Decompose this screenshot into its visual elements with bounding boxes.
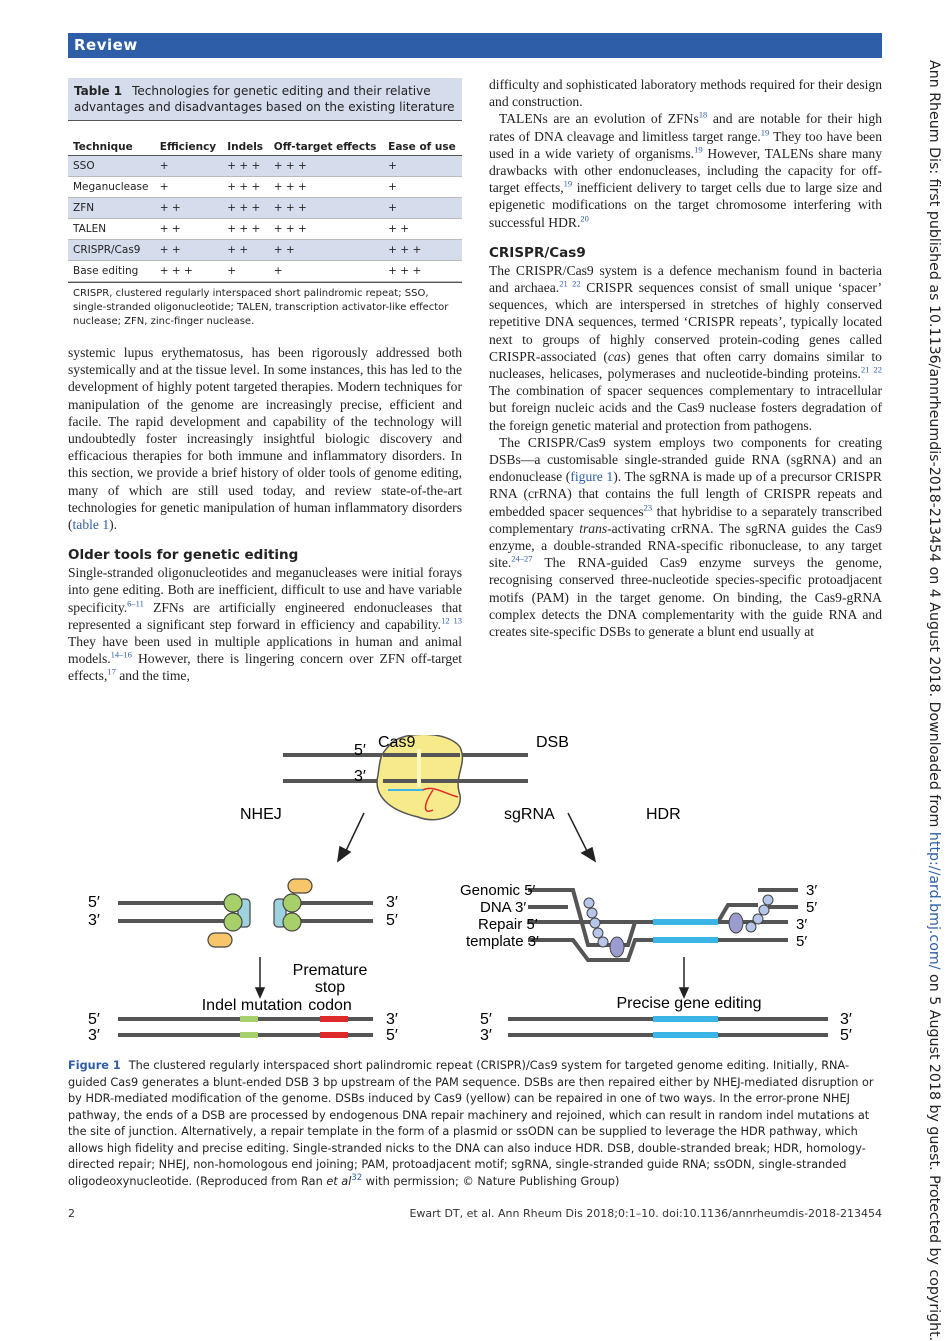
label-3prime: 3′: [806, 882, 818, 899]
table-cell: +: [383, 156, 462, 177]
text-run: The CRISPR/Cas9 system employs two components for creating DSBs—a customisable single-stranded guide RNA (sgRNA) and an endonuclease (: [489, 434, 882, 485]
text-run: and the time,: [115, 668, 190, 684]
polymerase: [610, 937, 624, 957]
citation-ref[interactable]: 32: [351, 1172, 363, 1183]
paragraph: [489, 434, 882, 640]
text-run: that hybridise to a separately transcribed complementary: [489, 503, 882, 536]
footer-citation: Ewart DT, et al. Ann Rheum Dis 2018;0:1–10. doi:10.1136/annrheumdis-2018-213454: [409, 1207, 882, 1220]
table-label: Table 1: [74, 84, 123, 98]
column-header: Off-target effects: [269, 121, 383, 156]
label-cas9: Cas9: [378, 735, 416, 751]
edited-insert: [653, 1016, 718, 1022]
label-repair: Repair 5′: [478, 916, 538, 933]
stop-codon-mark: [320, 1016, 348, 1022]
label-5prime: 5′: [88, 1011, 100, 1028]
text-run: CRISPR sequences consist of small unique ‘spacer’ sequences, which are interspersed in stretches of highly conserved repetitive DNA sequences, termed ‘CRISPR repeats’, typically located next to groups of highly conserved protein-coding genes called CRISPR-associated (: [489, 280, 882, 364]
label-5prime: 5′: [386, 912, 398, 929]
left-column-text: [68, 344, 462, 685]
table-cell: + +: [155, 198, 222, 219]
column-header: Technique: [68, 121, 155, 156]
table-row: [68, 156, 462, 177]
text-run: TALENs are an evolution of ZFNs: [499, 111, 699, 127]
paragraph: [489, 110, 882, 230]
table-1: [68, 78, 462, 333]
text-run: ) genes that often carry domains similar to nucleases, helicases, polymerases and nucleotide-binding proteins.: [489, 348, 882, 382]
text-run: systemic lupus erythematosus, has been rigorously addressed both systemically and at the tissue level. In some instances, this has led to the development of highly potent targeted therapies. Modern techniques for manipulation of the genome are increasingly precise, efficient and facile. The rapid development and capability of the technology will undoubtedly foster increasingly insightful biologic discovery and efficacious therapies for both immune and inflammatory disorders. In this section, we provide a brief history of older tools of genome editing, many of which are still used today, and review state-of-the-art technologies for genetic manipulation of human inflammatory disorders (: [68, 345, 462, 533]
citation-ref[interactable]: 19: [760, 127, 770, 138]
table-cell: ZFN: [68, 198, 155, 219]
figure-caption: [68, 1058, 882, 1190]
label-3prime: 3′: [840, 1011, 852, 1028]
label-3prime: 3′: [796, 916, 808, 933]
text-run: with permission; © Nature Publishing Group): [362, 1174, 620, 1188]
text-run: -activating crRNA. The sgRNA guides the Cas9 enzyme, a double-stranded RNA-specific ribonuclease, to any target site.: [489, 520, 883, 571]
section-label: Review: [74, 36, 138, 54]
citation-ref[interactable]: 20: [580, 213, 589, 224]
table-cell: +: [222, 261, 269, 282]
text-run: et al: [326, 1174, 352, 1188]
text-run: ZFNs are artificially engineered endonucleases that represented a significant step forward in efficiency and capability.: [68, 599, 462, 632]
paragraph: [489, 262, 882, 434]
table-cell: + +: [155, 240, 222, 261]
table-cell: +: [155, 177, 222, 198]
table-cell: +: [155, 156, 222, 177]
table-footnote: CRISPR, clustered regularly interspaced short palindromic repeat; SSO, single-stranded oligonucleotide; TALEN, transcription activator-like effector nuclease; ZFN, zinc-finger nuclease.: [68, 282, 462, 333]
journal-link[interactable]: http://ard.bmj.com/: [926, 831, 942, 970]
table-cell: +: [383, 198, 462, 219]
table-grid: [68, 121, 462, 282]
label-premature: Premature: [292, 962, 368, 979]
table-cell: CRISPR/Cas9: [68, 240, 155, 261]
text-run: The RNA-guided Cas9 enzyme surveys the genome, recognising conserved three-nucleotide species-specific protoadjacent motifs (PAM) in the target genome. On binding, the Cas9-gRNA complex detects the DNA complementarity with the guide RNA and creates site-specific DSBs to generate a blunt end usually at: [489, 555, 882, 640]
label-stop: stop: [314, 979, 346, 996]
text-run: trans: [579, 520, 608, 536]
label-precise-editing: Precise gene editing: [616, 995, 762, 1012]
label-5prime: 5′: [806, 899, 818, 916]
table-row: [68, 198, 462, 219]
text-run: Older tools for genetic editing: [68, 547, 299, 564]
table-cell: + + +: [383, 240, 462, 261]
crispr-cas9-diagram: [68, 735, 882, 1057]
label-5prime: 5′: [386, 1027, 398, 1044]
table-cell: + + +: [222, 198, 269, 219]
paragraph: [489, 76, 882, 110]
table-cell: +: [269, 261, 383, 282]
table-cell: + + +: [269, 156, 383, 177]
figure-1-diagram: [68, 735, 882, 1057]
text-run: However, TALENs share many drawbacks with other endonucleases, including the capacity for off-target effects,: [489, 145, 882, 196]
text-run: However, there is lingering concern over ZFN off-target effects,: [68, 651, 462, 684]
label-5prime: 5′: [796, 933, 808, 950]
label-indel-mutation: Indel mutation: [201, 997, 303, 1014]
citation-ref[interactable]: 14–16: [110, 649, 132, 660]
label-3prime: 3′: [354, 768, 366, 785]
label-genomic: Genomic 5′: [460, 882, 536, 899]
label-5prime: 5′: [840, 1027, 852, 1044]
section-heading: [68, 547, 462, 563]
page-number: 2: [68, 1207, 75, 1220]
text-run: Single-stranded oligonucleotides and meganucleases were initial forays into gene editing. Both are inefficient, difficult to use and have variable specificity.: [68, 565, 462, 615]
label-codon: codon: [308, 997, 352, 1014]
label-3prime: 3′: [386, 894, 398, 911]
label-3prime: 3′: [88, 1027, 100, 1044]
right-column-text: [489, 76, 882, 640]
table-cell: + +: [222, 240, 269, 261]
citation-ref[interactable]: 17: [107, 666, 116, 677]
label-nhej: NHEJ: [240, 806, 282, 823]
table-cell: + + +: [222, 219, 269, 240]
citation-ref[interactable]: 19: [694, 144, 703, 155]
table-cell: SSO: [68, 156, 155, 177]
cross-reference-link[interactable]: figure 1: [570, 469, 614, 485]
citation-ref[interactable]: 21 22: [860, 364, 882, 375]
label-5prime: 5′: [480, 1011, 492, 1028]
table-row: [68, 219, 462, 240]
paragraph: [68, 564, 462, 684]
table-cell: +: [383, 177, 462, 198]
table-row: [68, 177, 462, 198]
repair-template-insert: [653, 919, 718, 925]
citation-ref[interactable]: 12 13: [441, 615, 462, 626]
text-run: and are notable for their high rates of DNA cleavage and limitless target range.: [489, 111, 882, 144]
citation-ref[interactable]: 19: [563, 178, 573, 189]
text-run: They have been used in multiple applications in human and animal models.: [68, 634, 462, 667]
table-cell: + + +: [222, 177, 269, 198]
result-strands: [118, 1019, 828, 1035]
paragraph: [68, 344, 462, 533]
table-cell: + + +: [269, 219, 383, 240]
indel-mark: [240, 1016, 258, 1022]
table-cell: + +: [383, 219, 462, 240]
table-cell: + + +: [222, 156, 269, 177]
table-cell: + +: [155, 219, 222, 240]
citation-ref[interactable]: 21 22: [559, 278, 581, 289]
table-cell: + +: [269, 240, 383, 261]
column-header: Ease of use: [383, 121, 462, 156]
label-3prime: 3′: [88, 912, 100, 929]
citation-ref[interactable]: 23: [643, 502, 653, 513]
section-header-bar: [68, 33, 882, 58]
text-run: The CRISPR/Cas9 system is a defence mechanism found in bacteria and archaea.: [489, 262, 882, 296]
table-cell: Meganuclease: [68, 177, 155, 198]
section-heading: [489, 245, 882, 261]
table-cell: + + +: [383, 261, 462, 282]
citation-ref[interactable]: 6–11: [127, 598, 144, 609]
table-row: [68, 261, 462, 282]
text-run: CRISPR/Cas9: [489, 244, 586, 261]
text-run: The clustered regularly interspaced short palindromic repeat (CRISPR)/Cas9 system for targeted genome editing. Initially, RNA-guided Cas9 generates a blunt-ended DSB 3 bp upstream of the PAM sequence. DSBs are then repaired either by NHEJ-mediated disruption or by HDR-mediated modification of the genome. DSBs induced by Cas9 (yellow) can be repaired in one of two ways. In the error-prone NHEJ pathway, the ends of a DSB are processed by endogenous DNA repair machinery and rejoined, which can result in random indel mutations at the site of junction. Alternatively, a repair template in the form of a plasmid or ssODN can be supplied to leverage the HDR pathway, which allows high fidelity and precise editing. Single-stranded nicks to the DNA can also induce HDR. DSB, double-stranded break; HDR, homology-directed repair; NHEJ, non-homologous end joining; PAM, protoadjacent motif; sgRNA, single-stranded guide RNA; ssODN, single-stranded oligodeoxynucleotide. (Reproduced from Ran: [68, 1059, 874, 1188]
label-sgrna: sgRNA: [504, 806, 555, 823]
text-run: difficulty and sophisticated laboratory methods required for their design and construction.: [489, 77, 882, 110]
table-cell: + + +: [155, 261, 222, 282]
label-5prime: 5′: [354, 742, 366, 759]
table-caption: [68, 78, 462, 121]
label-template: template 3′: [466, 933, 539, 950]
text-run: The combination of spacer sequences complementary to intracellular but foreign nucleic acids and the Cas9 nuclease fosters degradation of the foreign genetic material and protection from pathogens.: [489, 383, 882, 433]
citation-ref[interactable]: 24–27: [511, 553, 533, 564]
label-3prime: 3′: [480, 1027, 492, 1044]
label-3prime: 3′: [386, 1011, 398, 1028]
table-cell: Base editing: [68, 261, 155, 282]
citation-ref[interactable]: 18: [698, 109, 708, 120]
table-cell: TALEN: [68, 219, 155, 240]
text-run: cas: [607, 348, 627, 364]
table-cell: + + +: [269, 177, 383, 198]
figure-label: Figure 1: [68, 1059, 121, 1072]
text-run: ). The sgRNA is made up of a precursor CRISPR RNA (crRNA) that contains the full length of CRISPR repeats and embedded spacer sequences: [489, 469, 882, 519]
column-header: Efficiency: [155, 121, 222, 156]
table-row: [68, 240, 462, 261]
side-text-post: on 5 August 2018 by guest. Protected by copyright.: [926, 969, 942, 1341]
label-5prime: 5′: [88, 894, 100, 911]
cross-reference-link[interactable]: table 1: [72, 517, 110, 533]
table-title: Technologies for genetic editing and their relative advantages and disadvantages based on the existing literature: [74, 84, 455, 114]
label-dsb: DSB: [536, 735, 569, 751]
table-header-row: [68, 121, 462, 156]
label-hdr: HDR: [646, 806, 681, 823]
label-dna: DNA 3′: [480, 899, 527, 916]
text-run: inefficient delivery to target cells due to large size and epigenetic modifications on the target chromosome interfering with successful HDR.: [489, 180, 882, 230]
side-text-pre: Ann Rheum Dis: first published as 10.1136/annrheumdis-2018-213454 on 4 August 2018. Downloaded from: [926, 60, 942, 832]
text-run: ).: [109, 517, 118, 533]
column-header: Indels: [222, 121, 269, 156]
side-copyright-notice: [926, 60, 942, 1341]
text-run: They too have been used in a wide variety of organisms.: [489, 128, 882, 161]
table-cell: + + +: [269, 198, 383, 219]
